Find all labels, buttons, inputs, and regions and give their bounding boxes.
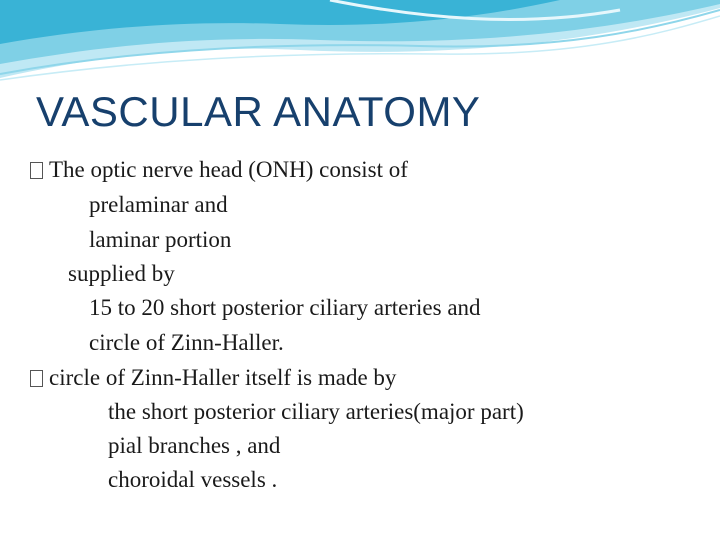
bullet-1-text: The optic nerve head (ONH) consist of [49, 157, 408, 182]
bullet-1-line-4: 15 to 20 short posterior ciliary arteries and [89, 295, 481, 320]
bullet-1 [30, 158, 408, 181]
square-bullet-icon [30, 162, 43, 179]
slide-title: VASCULAR ANATOMY [36, 88, 481, 135]
bullet-2-line-1: the short posterior ciliary arteries(major part) [108, 399, 524, 424]
bullet-1-line-5: circle of Zinn-Haller. [89, 330, 284, 355]
bullet-1-line-2: laminar portion [89, 227, 232, 252]
bullet-2-line-2: pial branches , and [108, 433, 281, 458]
bullet-2 [30, 366, 396, 389]
header-wave-decoration [0, 0, 720, 95]
bullet-1-line-3: supplied by [68, 261, 175, 286]
square-bullet-icon [30, 370, 43, 387]
bullet-2-line-3: choroidal vessels . [108, 467, 278, 492]
bullet-2-text: circle of Zinn-Haller itself is made by [49, 365, 397, 390]
bullet-1-line-1: prelaminar and [89, 192, 228, 217]
